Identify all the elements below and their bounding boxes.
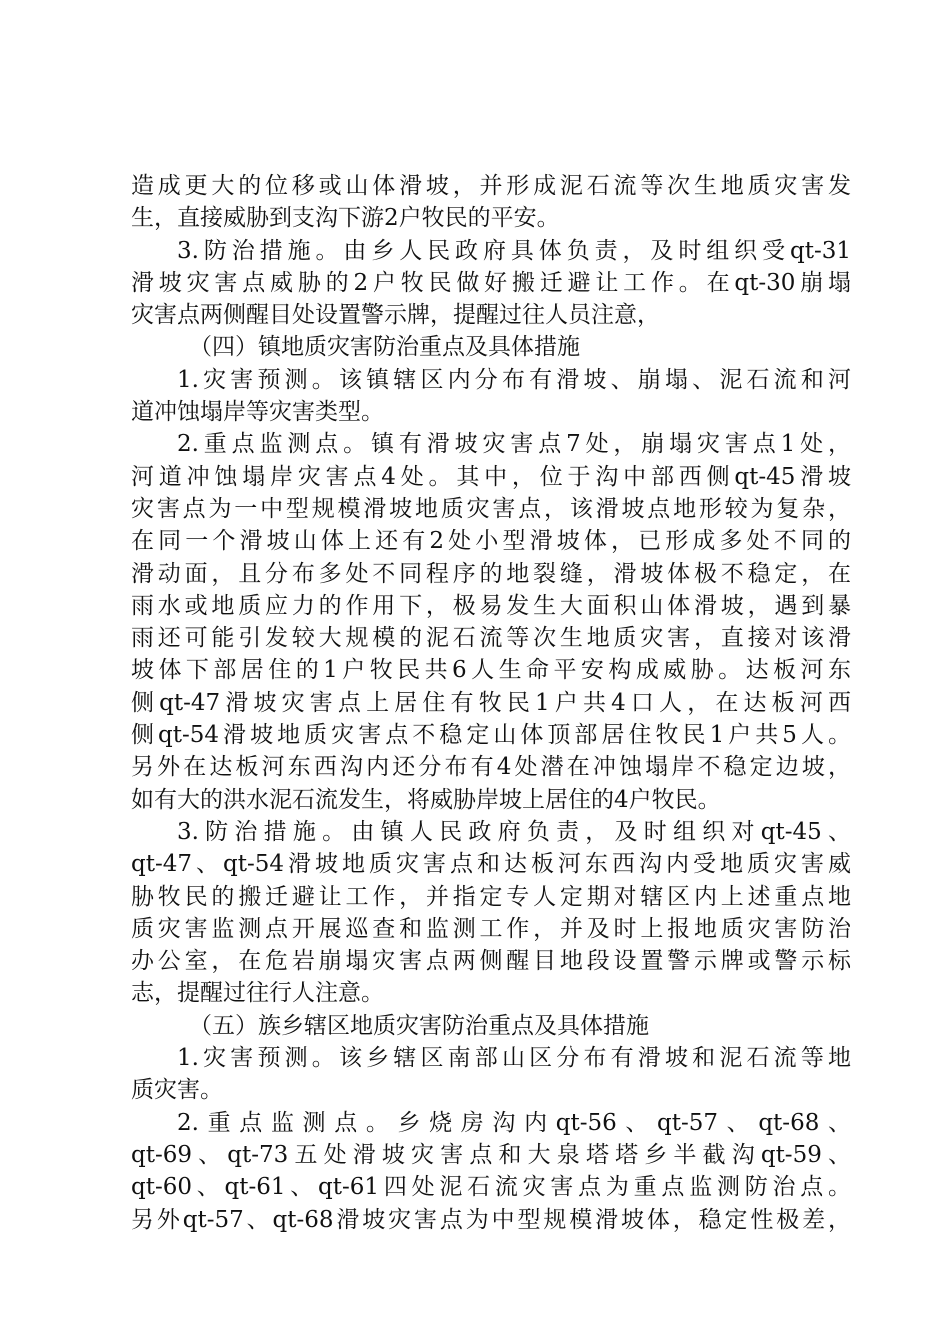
text-line: 灾害点为一中型规模滑坡地质灾害点，该滑坡点地形较为复杂， — [131, 495, 851, 522]
text-line: 1.灾害预测。该镇辖区内分布有滑坡、崩塌、泥石流和河 — [177, 366, 851, 393]
text-line: 道冲蚀塌岸等灾害类型。 — [131, 399, 384, 426]
text-line: qt-47、qt-54滑坡地质灾害点和达板河东西沟内受地质灾害威 — [131, 851, 851, 878]
text-line: 志，提醒过往行人注意。 — [131, 980, 384, 1007]
text-line: 侧qt-47滑坡灾害点上居住有牧民1户共4口人，在达板河西 — [131, 689, 851, 716]
text-line: 质灾害。 — [131, 1077, 223, 1104]
text-line: 另外在达板河东西沟内还分布有4处潜在冲蚀塌岸不稳定边坡， — [131, 754, 851, 781]
text-line: 胁牧民的搬迁避让工作，并指定专人定期对辖区内上述重点地 — [131, 883, 851, 910]
text-line: 如有大的洪水泥石流发生，将威胁岸坡上居住的4户牧民。 — [131, 786, 721, 813]
text-line: 河道冲蚀塌岸灾害点4处。其中，位于沟中部西侧qt-45滑坡 — [131, 463, 851, 490]
text-line: qt-69、qt-73五处滑坡灾害点和大泉塔塔乡半截沟qt-59、 — [131, 1141, 851, 1168]
text-line: 1.灾害预测。该乡辖区南部山区分布有滑坡和泥石流等地 — [177, 1045, 851, 1072]
text-line: 雨还可能引发较大规模的泥石流等次生地质灾害，直接对该滑 — [131, 625, 851, 652]
text-line: 2.重点监测点。乡烧房沟内qt-56、qt-57、qt-68、 — [177, 1109, 851, 1136]
text-line: 在同一个滑坡山体上还有2处小型滑坡体，已形成多处不同的 — [131, 528, 851, 555]
text-line: 雨水或地质应力的作用下，极易发生大面积山体滑坡，遇到暴 — [131, 592, 851, 619]
text-line: 办公室，在危岩崩塌灾害点两侧醒目地段设置警示牌或警示标 — [131, 948, 851, 975]
text-line: 侧qt-54滑坡地质灾害点不稳定山体顶部居住牧民1户共5人。 — [131, 722, 851, 749]
document-body — [131, 170, 851, 1236]
text-line: 灾害点两侧醒目处设置警示牌，提醒过往人员注意， — [131, 302, 660, 329]
text-line: 3.防治措施。由乡人民政府具体负责，及时组织受qt-31 — [177, 237, 851, 264]
text-line: 坡体下部居住的1户牧民共6人生命平安构成威胁。达板河东 — [131, 657, 851, 684]
section-heading-5: （五）族乡辖区地质灾害防治重点及具体措施 — [189, 1012, 649, 1039]
text-line: 滑坡灾害点威胁的2户牧民做好搬迁避让工作。在qt-30崩塌 — [131, 269, 851, 296]
text-line: qt-60、qt-61、qt-61四处泥石流灾害点为重点监测防治点。 — [131, 1174, 851, 1201]
text-line: 3.防治措施。由镇人民政府负责，及时组织对qt-45、 — [177, 818, 851, 845]
text-line: 生，直接威胁到支沟下游2户牧民的平安。 — [131, 205, 560, 232]
text-line: 滑动面，且分布多处不同程序的地裂缝，滑坡体极不稳定，在 — [131, 560, 851, 587]
text-line: 2.重点监测点。镇有滑坡灾害点7处，崩塌灾害点1处， — [177, 431, 851, 458]
text-line: 另外qt-57、qt-68滑坡灾害点为中型规模滑坡体，稳定性极差， — [131, 1206, 851, 1233]
text-line: 造成更大的位移或山体滑坡，并形成泥石流等次生地质灾害发 — [131, 173, 851, 199]
section-heading-4: （四）镇地质灾害防治重点及具体措施 — [189, 334, 580, 361]
text-line: 质灾害监测点开展巡查和监测工作，并及时上报地质灾害防治 — [131, 915, 851, 942]
